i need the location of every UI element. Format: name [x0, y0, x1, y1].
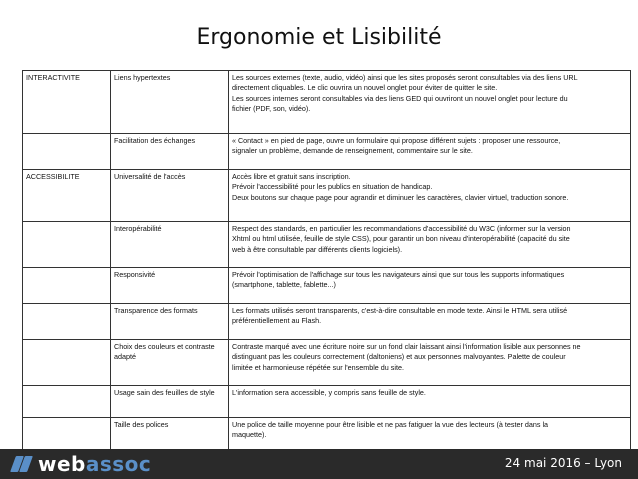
description-line: Prévoir l'accessibilité pour les publics en situation de handicap. — [232, 182, 433, 192]
description-line: Deux boutons sur chaque page pour agrandir et diminuer les caractères, clavier virtuel, traduction sonore. — [232, 192, 569, 202]
criterion-cell: Interopérabilité — [111, 222, 229, 268]
table-row — [23, 304, 631, 340]
description-line: préférentiellement au Flash. — [232, 316, 322, 326]
description-line: Une police de taille moyenne pour être lisible et ne pas fatiguer la vue des lecteurs (à tester dans la — [232, 420, 549, 429]
logo-mark-icon — [10, 456, 36, 472]
description-cell — [229, 268, 631, 304]
logo-text-assoc: assoc — [85, 452, 152, 476]
description-line: Accès libre et gratuit sans inscription. — [232, 172, 351, 181]
description-line: distinguant pas les couleurs correctement (daltoniens) et aux personnes malvoyantes. Palette de couleur — [232, 352, 566, 362]
description-line: maquette). — [232, 430, 267, 440]
description-cell — [229, 71, 631, 134]
logo-text-web: web — [38, 452, 86, 476]
description-line: « Contact » en pied de page, ouvre un formulaire qui propose différent sujets : proposer une ressource, — [232, 136, 561, 145]
criteria-table — [22, 70, 631, 456]
description-line: Les formats utilisés seront transparents, c'est-à-dire consultable en mode texte. Ainsi le HTML sera utilisé — [232, 306, 568, 315]
description-line: signaler un problème, demande de renseignement, commentaire sur le site. — [232, 146, 473, 156]
category-cell — [23, 386, 111, 418]
table-row — [23, 340, 631, 386]
criterion-cell: Transparence des formats — [111, 304, 229, 340]
description-line: L'information sera accessible, y compris sans feuille de style. — [232, 388, 426, 397]
table-row — [23, 386, 631, 418]
description-cell — [229, 386, 631, 418]
description-line: Les sources externes (texte, audio, vidéo) ainsi que les sites proposés seront consultables via des liens URL — [232, 73, 578, 82]
description-line: Prévoir l'optimisation de l'affichage sur tous les navigateurs ainsi que sur tous les supports informatiques — [232, 270, 565, 279]
criterion-cell: Usage sain des feuilles de style — [111, 386, 229, 418]
description-cell — [229, 222, 631, 268]
criterion-cell: Responsivité — [111, 268, 229, 304]
webassoc-logo — [10, 452, 151, 476]
table-row — [23, 71, 631, 134]
table-row — [23, 134, 631, 170]
category-cell — [23, 340, 111, 386]
description-line: (smartphone, tablette, fablette...) — [232, 280, 336, 290]
footer-date: 24 mai 2016 – Lyon — [504, 456, 622, 470]
description-line: fichier (PDF, son, vidéo). — [232, 104, 311, 114]
description-line: limitée et harmonieuse répétée sur l'ensemble du site. — [232, 362, 404, 372]
table-row — [23, 268, 631, 304]
category-cell — [23, 268, 111, 304]
criterion-cell: Universalité de l'accès — [111, 170, 229, 222]
description-line: Contraste marqué avec une écriture noire sur un fond clair laissant ainsi l'information lisible aux personnes ne — [232, 342, 581, 351]
table-row — [23, 222, 631, 268]
category-cell — [23, 222, 111, 268]
description-cell — [229, 340, 631, 386]
description-line: web à être consultable par différents clients logiciels). — [232, 244, 403, 254]
category-cell — [23, 304, 111, 340]
table-row — [23, 170, 631, 222]
description-cell — [229, 134, 631, 170]
category-cell: ACCESSIBILITE — [23, 170, 111, 222]
category-cell — [23, 134, 111, 170]
description-line: Respect des standards, en particulier les recommandations d'accessibilité du W3C (informer sur la version — [232, 224, 571, 233]
criterion-cell: Liens hypertextes — [111, 71, 229, 134]
description-cell — [229, 170, 631, 222]
footer-bar — [0, 449, 638, 479]
criterion-cell: Taille des polices — [111, 418, 229, 456]
slide-title: Ergonomie et Lisibilité — [196, 25, 442, 50]
description-line: directement cliquables. Le clic ouvrira un nouvel onglet pour éviter de quitter le site. — [232, 83, 498, 93]
description-line: Xhtml ou html utilisée, feuille de style CSS), pour garantir un bon niveau d'interopérabilité (capacité du site — [232, 234, 570, 244]
description-cell — [229, 304, 631, 340]
criterion-cell: Facilitation des échanges — [111, 134, 229, 170]
criterion-cell: Choix des couleurs et contraste adapté — [111, 340, 229, 386]
description-line: Les sources internes seront consultables via des liens GED qui ouvriront un nouvel onglet pour lecture du — [232, 93, 568, 103]
category-cell: INTERACTIVITE — [23, 71, 111, 134]
